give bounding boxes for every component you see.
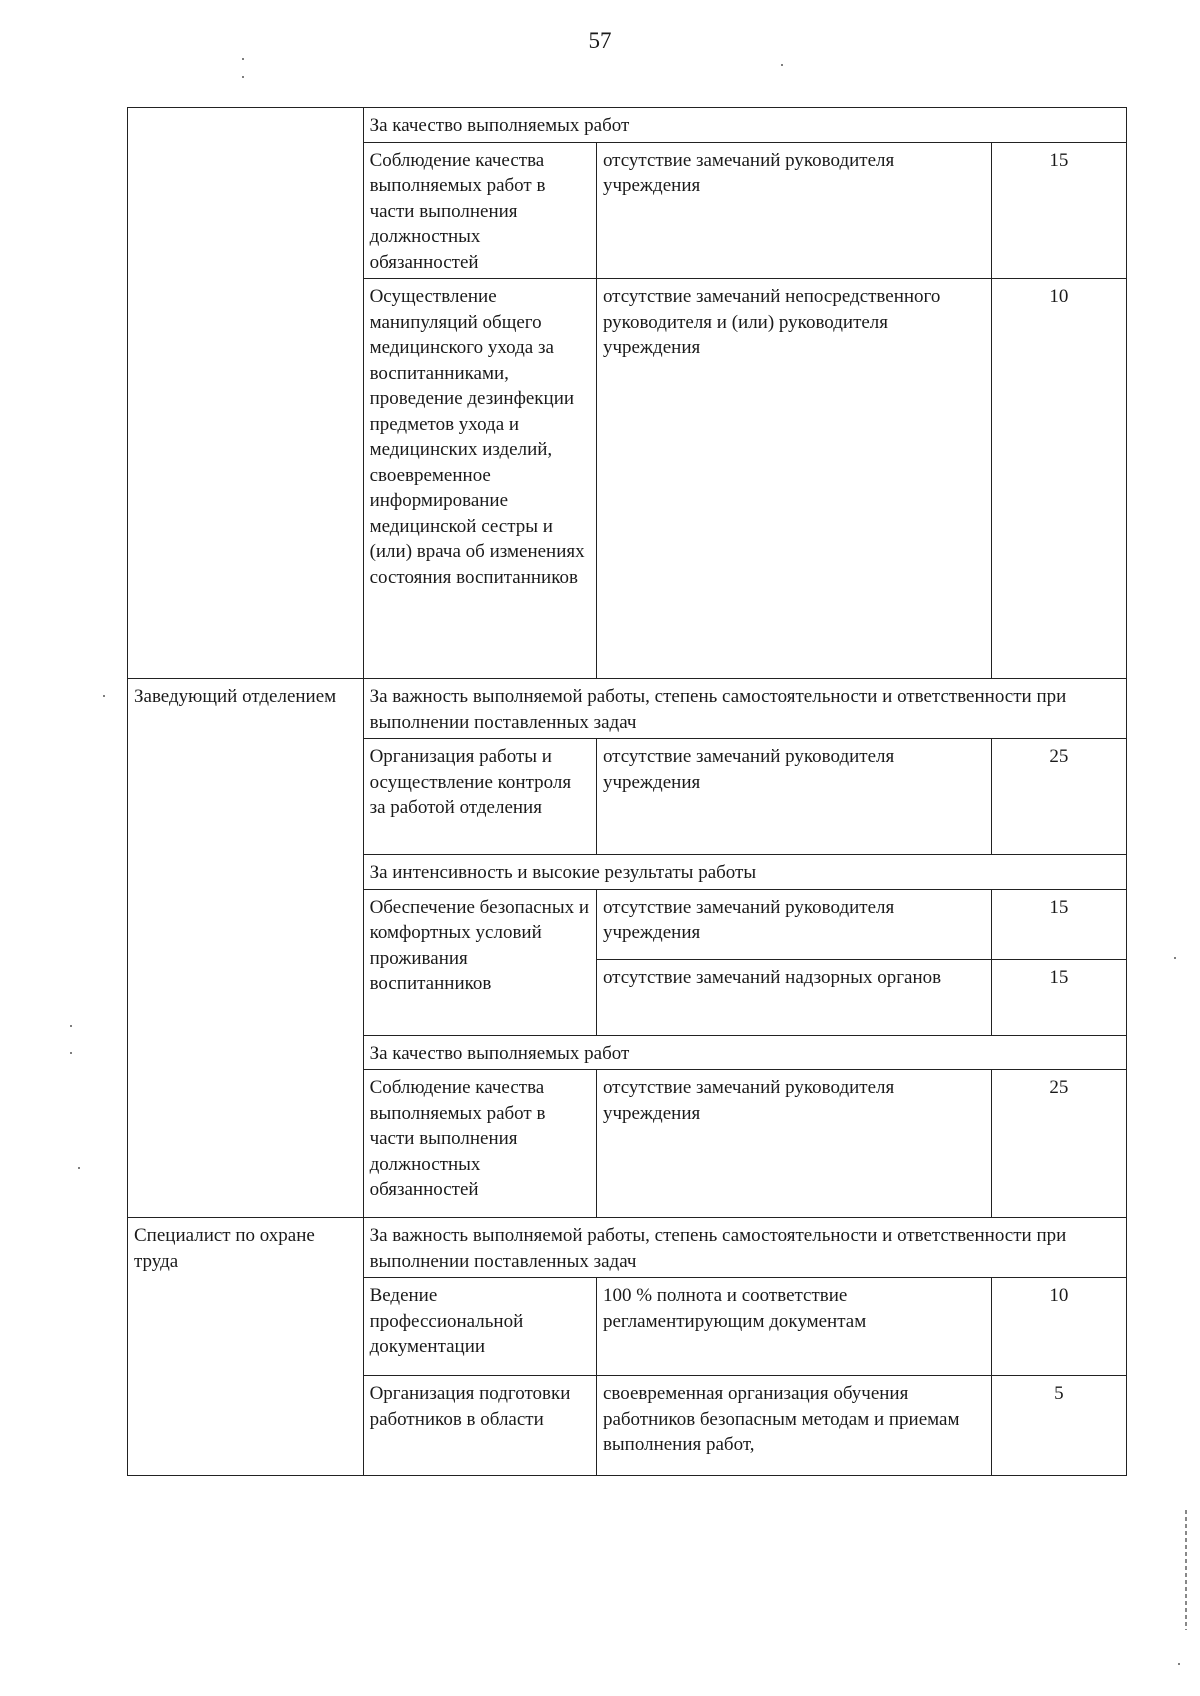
scan-speck [242,76,244,78]
table-row [128,1218,1127,1278]
indicator-cell: Ведение профессиональной документации [363,1278,596,1376]
position-cell: Заведующий отделением [128,679,364,1218]
section-header: За интенсивность и высокие результаты работы [363,855,1126,890]
table-row [128,679,1127,739]
criteria-table [127,107,1127,1476]
scan-edge-mark [1185,1510,1187,1630]
page-number: 57 [588,28,612,53]
condition-cell: отсутствие замечаний руководителя учреждения [596,142,991,279]
scan-speck [103,695,105,697]
condition-cell: 100 % полнота и соответствие регламентирующим документам [596,1278,991,1376]
indicator-cell: Организация работы и осуществление контроля за работой отделения [363,739,596,855]
condition-cell: отсутствие замечаний непосредственного руководителя и (или) руководителя учреждения [596,279,991,679]
indicator-cell: Обеспечение безопасных и комфортных условий проживания воспитанников [363,889,596,1035]
scan-speck [1174,957,1176,959]
score-cell: 15 [991,959,1126,1035]
section-header: За важность выполняемой работы, степень самостоятельности и ответственности при выполнении поставленных задач [363,1218,1126,1278]
condition-cell: отсутствие замечаний руководителя учреждения [596,889,991,959]
section-header: За качество выполняемых работ [363,1035,1126,1070]
score-cell: 25 [991,739,1126,855]
section-header: За важность выполняемой работы, степень самостоятельности и ответственности при выполнении поставленных задач [363,679,1126,739]
scan-speck [1178,1663,1180,1665]
condition-cell: своевременная организация обучения работников безопасным методам и приемам выполнения работ, [596,1376,991,1476]
indicator-cell: Соблюдение качества выполняемых работ в части выполнения должностных обязанностей [363,1070,596,1218]
scan-speck [781,64,783,66]
score-cell: 15 [991,142,1126,279]
condition-cell: отсутствие замечаний надзорных органов [596,959,991,1035]
indicator-cell: Соблюдение качества выполняемых работ в части выполнения должностных обязанностей [363,142,596,279]
position-cell: Специалист по охране труда [128,1218,364,1476]
score-cell: 10 [991,279,1126,679]
position-cell [128,108,364,679]
condition-cell: отсутствие замечаний руководителя учреждения [596,1070,991,1218]
score-cell: 10 [991,1278,1126,1376]
scan-speck [70,1052,72,1054]
scan-speck [242,58,244,60]
section-header: За качество выполняемых работ [363,108,1126,143]
score-cell: 25 [991,1070,1126,1218]
scan-speck [78,1167,80,1169]
score-cell: 5 [991,1376,1126,1476]
indicator-cell: Организация подготовки работников в области [363,1376,596,1476]
scan-speck [70,1025,72,1027]
condition-cell: отсутствие замечаний руководителя учреждения [596,739,991,855]
table-row [128,108,1127,143]
score-cell: 15 [991,889,1126,959]
indicator-cell: Осуществление манипуляций общего медицинского ухода за воспитанниками, проведение дезинфекции предметов ухода и медицинских изделий, своевременное информирование медицинской сестры и (или) врача об изменениях состояния воспитанников [363,279,596,679]
